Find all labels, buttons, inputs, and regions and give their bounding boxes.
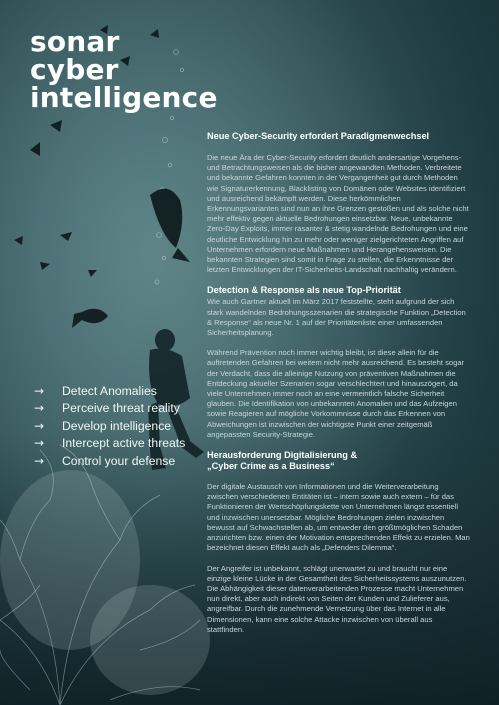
feature-label: Develop intelligence bbox=[62, 418, 172, 433]
section-paragraph: Der Angreifer ist unbekannt, schlägt unerwartet zu und braucht nur eine einzige kleine Lücke in der Gesamtheit des Sicherheitssystems auszunutzen. Die Abhängigkeit dieser datenverarbeitenden Prozesse macht Unternehmen nun direkt, aber auch indirekt von Seiten der Kunden und Zulieferer aus, angreifbar. Durch die zunehmende Vernetzung über das Internet in alle Dimensionen, kann eine solche Attacke inzwischen von überall aus stattfinden. bbox=[207, 563, 467, 634]
arrow-right-icon: → bbox=[34, 453, 45, 468]
feature-list bbox=[34, 382, 185, 470]
section-digitalization-challenge bbox=[207, 450, 471, 635]
section-paragraph: Die neue Ära der Cyber-Security erfordert deutlich andersartige Vorgehens- und Betrachtungsweisen als die bisher angewandten Methoden. Verbreitete und bekannte Gefahren konnten in der Vergangenheit gut durch Methoden wie Signaturerkennung, Blacklisting von Domänen oder Websites identifiziert und ausreichend bekämpft werden. Diese herkömmlichen Erkennungsvarianten sind nun an ihre Grenzen gestoßen und als solche nicht mehr effektiv gegen aktuelle Bedrohungen einsetzbar. Neue, unbekannte Zero-Day Exploits, immer rasanter & stetig wandelnde Bedrohungen und eine deutliche Entwicklung hin zu mehr oder weniger zielgerichteten Angriffen auf Unternehmen erfordern neue Maßnahmen und Herangehensweisen. Die bekannten Strategien sind somit in Frage zu stellen, die Erkenntnisse der letzten Entwicklungen der IT-Sicherheits-Landschaft nachhaltig verändern. bbox=[207, 153, 469, 275]
section-heading: Detection & Response als neue Top-Priorität bbox=[207, 285, 401, 296]
feature-label: Intercept active threats bbox=[62, 436, 186, 451]
arrow-right-icon: → bbox=[34, 436, 45, 451]
sonar-cyber-intelligence-logo bbox=[30, 25, 218, 114]
section-paragraph: Der digitale Austausch von Informationen und die Weiterverarbeitung zwischen verschiedenen Entitäten ist – intern sowie auch extern – für das Funktionieren der Wertschöpfungskette von Unternehmen längst essentiell und inzwischen unersetzbar. Mögliche Bedrohungen zielen inzwischen bewusst auf Schwachstellen ab, um entweder den größtmöglichen Schaden anzurichten bzw. einen der Motivation entsprechenden Effekt zu erzielen. Man bezeichnet diesen Effekt auch als „Defenders Dilemma“. bbox=[207, 482, 470, 553]
arrow-right-icon: → bbox=[34, 401, 45, 416]
feature-label: Detect Anomalies bbox=[62, 383, 157, 398]
logo-line-intelligence: intelligence bbox=[30, 81, 218, 114]
section-heading: Neue Cyber-Security erfordert Paradigmenwechsel bbox=[207, 131, 430, 141]
article-column bbox=[207, 131, 471, 645]
section-heading-line: Herausforderung Digitalisierung & bbox=[207, 450, 358, 461]
section-detection-response bbox=[207, 285, 471, 440]
section-heading bbox=[207, 450, 471, 472]
feature-item-develop-intelligence bbox=[34, 417, 185, 435]
arrow-right-icon: → bbox=[34, 418, 45, 433]
arrow-right-icon: → bbox=[34, 383, 45, 398]
feature-item-perceive-threat-reality bbox=[34, 400, 185, 418]
section-paragraph: Während Prävention noch immer wichtig bleibt, ist diese allein für die auftretenden Gefahren bei weitem nicht mehr ausreichend. Es besteht sogar der Verdacht, dass die alleinige Nutzung von präventiven Maßnahmen die Entdeckung aktueller Szenarien sogar verschlechtert und hinauszögert, da viele Unternehmen immer noch an eine vermeintlich falsche Sicherheit glauben. Die Identifikation von unbekannten Anomalien und das Aufzeigen sowie Reagieren auf mögliche Vorkommnisse durch das Erkennen von Abweichungen ist inzwischen der wichtigste Punkt einer zeitgemäß angepassten Security-Strategie. bbox=[207, 348, 465, 439]
section-paradigm-shift bbox=[207, 131, 471, 275]
feature-label: Control your defense bbox=[62, 453, 176, 468]
feature-item-detect-anomalies bbox=[34, 382, 185, 400]
section-heading-line: „Cyber Crime as a Business“ bbox=[207, 461, 335, 472]
logo-line-cyber: cyber bbox=[30, 53, 119, 86]
feature-item-intercept-active-threats bbox=[34, 435, 185, 453]
logo-line-sonar: sonar bbox=[30, 25, 120, 58]
section-paragraph: Wie auch Gartner aktuell im März 2017 feststellte, steht aufgrund der sich stark wandelnden Bedrohungsszenarien die strategische Funktion „Detection & Response“ als neue Nr. 1 auf der Prioritätenliste einer umfassenden Sicherheitsplanung. bbox=[207, 297, 466, 338]
feature-item-control-your-defense bbox=[34, 452, 185, 470]
feature-label: Perceive threat reality bbox=[62, 401, 180, 416]
